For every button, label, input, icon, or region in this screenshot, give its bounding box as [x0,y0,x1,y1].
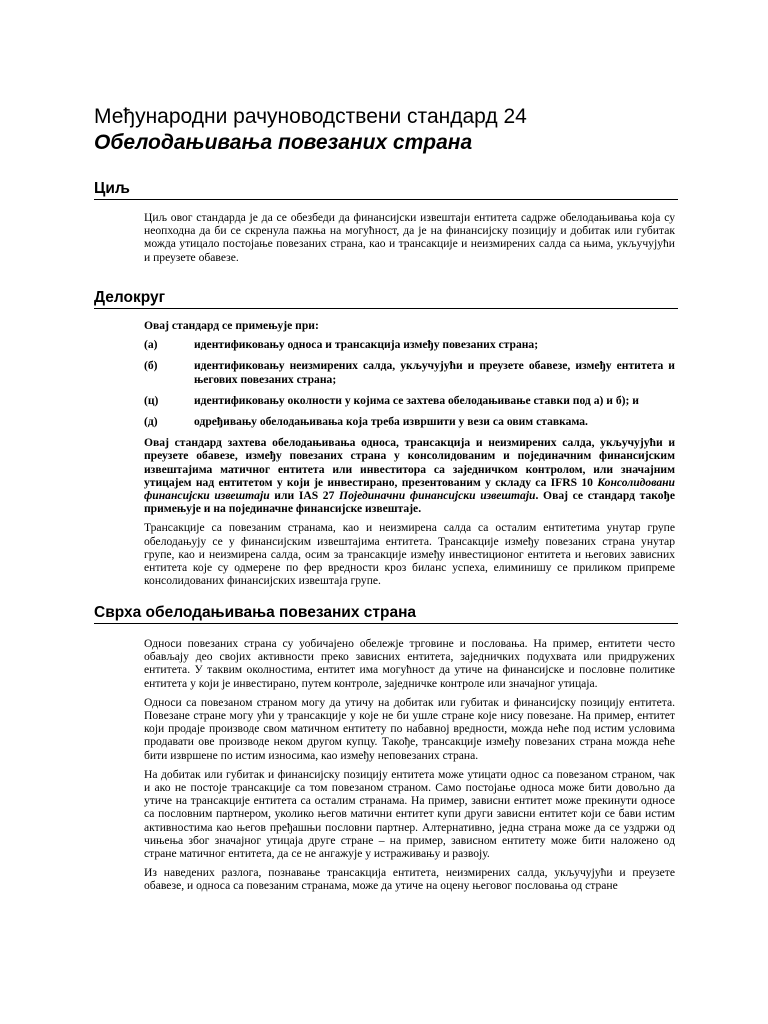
list-text: идентификовању околности у којима се захтева обелодањивање ставки под а) и б); и [194,393,639,407]
list-text: идентификовању неизмирених салда, укључујући и преузете обавезе, између ентитета и његових повезаних страна; [194,359,675,386]
heading-svrha: Сврха обелодањивања повезаних страна [94,604,678,624]
section-delokrug [144,319,675,593]
scope-list [144,338,675,428]
section-cilj [144,211,675,270]
list-item [144,415,675,428]
text-run-italic: Појединачни финансијски извештаји [339,489,536,503]
list-item [144,359,675,385]
standard-subtitle: Обелодањивања повезаних страна [94,131,473,154]
standard-title: Међународни рачуноводствени стандард 24 [94,105,527,128]
text-run: или IAS 27 [269,489,340,503]
list-marker: (ц) [144,393,159,407]
list-marker: (д) [144,415,158,429]
svrha-paragraph-2: Односи са повезаном страном могу да утичу на добитак или губитак и финансијску позицију ентитета. Повезане стране могу ући у трансакције у које не би ушле стране које нису повезане. На пример, ентитет који продаје производе свом матичном ентитету по набавној вредности, можда неће под истим условима продавати ове производе неком другом купцу. Такође, трансакције између повезаних страна можда неће бити извршене по истим износима, као између неповезаних страна. [144,695,675,762]
list-text: одређивању обелодањивања која треба извршити у вези са овим ставкама. [194,415,588,429]
list-marker: (б) [144,359,158,373]
list-item [144,338,675,351]
document-title [94,104,694,156]
text-run: Овај стандард захтева обелодањивања односа, трансакција и неизмирених салда, укључујући и преузете обавезе, између повезаних страна у консолидованим и појединачним финансијским извештајима матичног ентитета или инвеститора са заједничком контролом, или значајним утицајем над ентитетом у који је инвестирано, презентованим у складу са IFRS 10 [144,436,675,489]
list-item [144,394,675,407]
svrha-paragraph-3: На добитак или губитак и финансијску позицију ентитета може утицати однос са повезаном страном, чак и ако не постоје трансакције са том повезаном страном. Само постојање односа може бити довољно да утиче на трансакције ентитета са осталим странама. На пример, зависни ентитет може прекинути односе са пословним партнером, уколико његов матични ентитет купи други зависни ентитет који се бави истим активностима као његов пређашњи пословни партнер. Алтернативно, једна страна може да се уздржи од чињења због значајног утицаја друге стране – на пример, зависном ентитету може бити наложено од стране матичног ентитета, да се не ангажује у истраживању и развоју. [144,767,675,861]
heading-cilj: Циљ [94,180,678,200]
text-run-italic: Консолидовани финансијски извештаји [144,475,675,503]
list-marker: (а) [144,338,158,352]
svrha-paragraph-1: Односи повезаних страна су уобичајено обележје трговине и пословања. На пример, ентитети често обављају део својих активности преко зависних ентитета, заједничких подухвата или придружених ентитета. У таквим околностима, ентитет има могућност да утиче на финансијске и пословне политике ентитета у који је инвестирано, путем контроле, заједничке контроле или значајног утицаја. [144,637,675,690]
delokrug-paragraph-2 [144,436,675,515]
section-svrha [144,637,675,899]
cilj-paragraph: Циљ овог стандарда је да се обезбеди да финансијски извештаји ентитета садрже обелодањивања која су неопходна да би се скренула пажња на могућност, да је на финансијску позицију и добитак или губитак можда утицало постојање повезаних страна, као и трансакције и неизмирених салда са њима, укључујући и преузете обавезе. [144,211,675,264]
text-run: . Овај се стандард такође примењује и на појединачне финансијске извештаје. [144,489,675,516]
delokrug-intro: Овај стандард се примењује при: [144,319,319,332]
svrha-paragraph-4: Из наведених разлога, познавање трансакција ентитета, неизмирених салда, укључујући и преузете обавезе, и односа са повезаним странама, може да утиче на оцену његовог пословања од стране [144,866,675,893]
list-text: идентификовању односа и трансакција између повезаних страна; [194,338,539,352]
delokrug-paragraph-3: Трансакције са повезаним странама, као и неизмирена салда са осталим ентитетима унутар групе обелодањују се у финансијским извештајима ентитета. Трансакције између повезаних страна унутар групе, као и неизмирена салда, осим за трансакције између инвестиционог ентитета и његових зависних ентитета које су одмерене по фер вредности кроз биланс успеха, елиминишу се приликом припреме консолидованих финансијских извештаја групе. [144,521,675,588]
heading-delokrug: Делокруг [94,289,678,309]
